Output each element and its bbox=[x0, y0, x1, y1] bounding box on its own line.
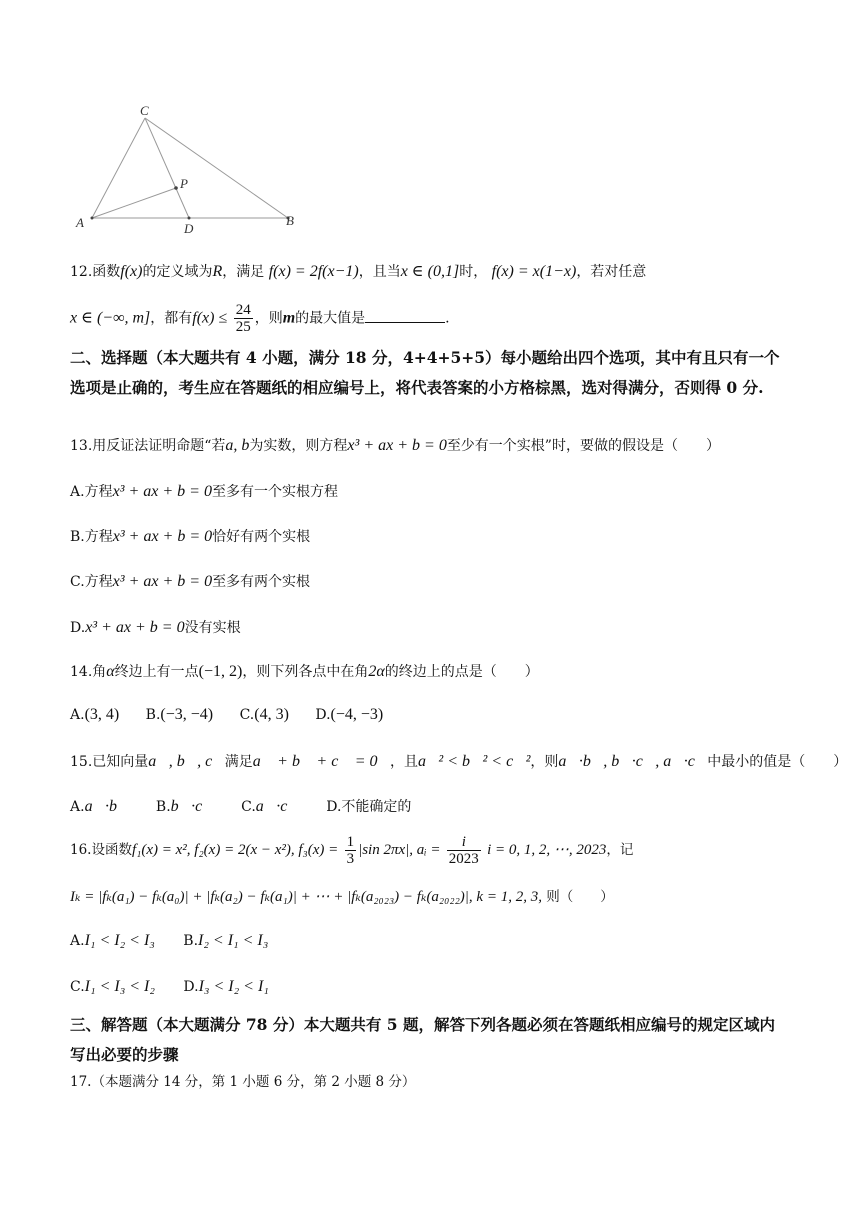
fraction-numerator: 24 bbox=[235, 302, 251, 318]
option-label: B. bbox=[183, 933, 199, 949]
q13-text: 13.用反证法证明命题“若 bbox=[70, 438, 226, 454]
q13-text: 为实数，则方程 bbox=[249, 438, 348, 454]
q15-option-a[interactable] bbox=[70, 798, 129, 816]
option-label: B. bbox=[155, 799, 171, 815]
q16-functions: f₁(x) = x², f₂(x) = 2(x − x²), f₃(x) = bbox=[131, 842, 339, 858]
q16-sum-definition: Iₖ = |fₖ(a₁) − fₖ(a₀)| + |fₖ(a₂) − fₖ(a₁)| + ⋯ + |fₖ(a₂₀₂₃) − fₖ(a₂₀₂₂)|, k = 1, 2, 3, bbox=[70, 889, 542, 905]
q15-products: a⃗·b⃗, b⃗·c⃗, a⃗·c⃗ bbox=[558, 753, 708, 770]
q13-vars: a, b bbox=[225, 437, 250, 454]
option-value: I₁ < I₃ < I₂ bbox=[84, 978, 155, 995]
q16-option-c[interactable] bbox=[70, 978, 155, 996]
q15-text: 中最小的值是（ ） bbox=[707, 754, 848, 770]
option-value: (−3, −4) bbox=[160, 706, 214, 723]
option-label: D. bbox=[315, 707, 331, 723]
q16-option-a[interactable] bbox=[70, 932, 155, 950]
option-value: (4, 3) bbox=[254, 706, 289, 723]
fraction-numerator: 1 bbox=[346, 834, 355, 850]
option-label: C.方程 bbox=[70, 574, 113, 590]
q14-text: 的终边上的点是（ ） bbox=[384, 664, 539, 680]
q15-inequality: a⃗² < b⃗² < c⃗² bbox=[417, 753, 531, 770]
q15-text: ，则 bbox=[530, 754, 559, 770]
label-b: B bbox=[286, 213, 294, 228]
q12-line1 bbox=[70, 261, 646, 281]
option-value: a⃗·c⃗ bbox=[255, 798, 300, 815]
q14-option-d[interactable] bbox=[315, 706, 383, 724]
q16-options-row2 bbox=[70, 978, 269, 996]
q12-fraction bbox=[234, 302, 253, 335]
q16-fraction-third bbox=[345, 834, 357, 867]
option-equation: x³ + ax + b = 0 bbox=[85, 619, 185, 636]
section3-heading: 三、解答题（本大题满分 78 分）本大题共有 5 题，解答下列各题必须在答题纸相应编号的规定区域内写出必要的步骤 bbox=[70, 1015, 775, 1064]
option-text: 恰好有两个实根 bbox=[212, 529, 311, 545]
option-equation: x³ + ax + b = 0 bbox=[112, 528, 213, 545]
q12-m: m bbox=[282, 309, 296, 327]
q13-option-b[interactable] bbox=[70, 526, 310, 546]
q12-text: ，若对任意 bbox=[576, 264, 647, 280]
label-d: D bbox=[184, 221, 194, 236]
option-value: b⃗·c⃗ bbox=[170, 798, 215, 815]
fraction-numerator: i bbox=[447, 834, 481, 851]
q16-index-range: i = 0, 1, 2, ⋯, 2023 bbox=[487, 842, 607, 858]
q14-option-b[interactable] bbox=[146, 706, 213, 724]
q12-functional-equation: f(x) = 2f(x−1) bbox=[268, 263, 359, 280]
q12-domain: R bbox=[212, 263, 223, 280]
option-value: (3, 4) bbox=[84, 706, 120, 723]
option-value: I₁ < I₂ < I₃ bbox=[84, 932, 155, 949]
q15-option-c[interactable] bbox=[241, 798, 300, 816]
fraction-denominator: 2023 bbox=[448, 851, 479, 867]
q16-stem bbox=[70, 834, 633, 867]
q15-option-b[interactable] bbox=[156, 798, 215, 816]
fraction-denominator: 25 bbox=[235, 319, 251, 335]
q12-line2 bbox=[70, 302, 450, 335]
q14-text: 终边上有一点 bbox=[114, 664, 199, 680]
option-label: D.不能确定的 bbox=[326, 799, 412, 815]
point-a bbox=[91, 217, 94, 220]
q16-fraction-ai bbox=[447, 834, 481, 867]
q16-sin-term: |sin 2πx|, aᵢ = bbox=[358, 842, 441, 858]
option-label: D. bbox=[70, 620, 86, 636]
q16-option-d[interactable] bbox=[183, 978, 268, 996]
q14-alpha: α bbox=[106, 663, 115, 680]
option-label: C. bbox=[70, 979, 85, 995]
option-equation: x³ + ax + b = 0 bbox=[112, 483, 212, 500]
point-d bbox=[188, 217, 191, 220]
q16-options-row1 bbox=[70, 932, 268, 950]
q12-text: 12.函数 bbox=[70, 264, 121, 280]
q12-text: ，满足 bbox=[222, 264, 265, 280]
option-label: A.方程 bbox=[70, 484, 113, 500]
q12-text: . bbox=[445, 310, 450, 327]
option-label: A. bbox=[70, 707, 85, 723]
option-text: 没有实根 bbox=[184, 620, 241, 636]
label-c: C bbox=[140, 103, 149, 118]
q12-text: ，都有 bbox=[150, 310, 193, 327]
q12-text: 的最大值是 bbox=[295, 310, 366, 327]
answer-blank[interactable] bbox=[365, 308, 445, 323]
q12-text: 的定义域为 bbox=[142, 264, 213, 280]
q15-text: 满足 bbox=[224, 754, 253, 770]
fraction-denominator: 3 bbox=[346, 851, 355, 867]
q12-text: ，且当 bbox=[358, 264, 401, 280]
option-label: B.方程 bbox=[70, 529, 113, 545]
option-value: a⃗·b⃗ bbox=[84, 798, 130, 815]
q15-text: ，且 bbox=[389, 754, 418, 770]
q15-options bbox=[70, 796, 411, 816]
q13-equation: x³ + ax + b = 0 bbox=[347, 437, 447, 454]
q13-option-d[interactable] bbox=[70, 617, 241, 637]
segment-ap bbox=[92, 188, 176, 218]
q13-option-c[interactable] bbox=[70, 571, 310, 591]
q15-sum: a⃗ + b⃗ + c⃗ = 0⃗ bbox=[252, 753, 390, 770]
q12-range: x ∈ (−∞, m] bbox=[70, 309, 151, 327]
q16-text: 则（ ） bbox=[546, 889, 614, 905]
q16-text: 16.设函数 bbox=[70, 842, 132, 858]
q12-condition: x ∈ (0,1] bbox=[400, 263, 460, 280]
option-label: B. bbox=[145, 707, 161, 723]
label-p: P bbox=[180, 176, 188, 191]
q15-vectors: a⃗, b⃗, c⃗ bbox=[148, 753, 225, 770]
option-label: A. bbox=[70, 799, 85, 815]
q14-option-c[interactable] bbox=[240, 706, 289, 724]
option-label: A. bbox=[70, 933, 85, 949]
q13-text: 至少有一个实根”时，要做的假设是（ ） bbox=[446, 438, 720, 454]
q15-option-d[interactable] bbox=[326, 796, 411, 816]
point-p bbox=[174, 186, 178, 190]
option-value: I₂ < I₁ < I₃ bbox=[198, 932, 269, 949]
triangle-figure bbox=[70, 100, 330, 240]
option-value: (−4, −3) bbox=[330, 706, 384, 723]
q13-stem bbox=[70, 435, 720, 455]
section2-heading: 二、选择题（本大题共有 4 小题，满分 18 分，4+4+5+5）每小题给出四个选项，其中有且只有一个选项是止确的，考生应在答题纸的相应编号上，将代表答案的小方格棕黑，选对得满分，否则得 0 分. bbox=[70, 348, 780, 397]
q17-header: 17.（本题满分 14 分，第 1 小题 6 分，第 2 小题 8 分） bbox=[70, 1074, 416, 1090]
q12-inequality: f(x) ≤ bbox=[192, 309, 228, 327]
q16-option-b[interactable] bbox=[183, 932, 268, 950]
option-equation: x³ + ax + b = 0 bbox=[112, 573, 213, 590]
q14-options bbox=[70, 706, 383, 724]
q15-text: 15.已知向量 bbox=[70, 754, 149, 770]
label-a: A bbox=[76, 215, 84, 230]
option-label: C. bbox=[239, 707, 255, 723]
q12-text: ，则 bbox=[254, 310, 283, 327]
q12-text: 时， bbox=[459, 264, 488, 280]
segment-ca bbox=[92, 118, 145, 218]
q14-two-alpha: 2α bbox=[368, 663, 385, 680]
option-text: 至多有一个实根方程 bbox=[211, 484, 338, 500]
q12-fx: f(x) bbox=[120, 263, 143, 280]
q12-definition: f(x) = x(1−x) bbox=[491, 263, 577, 280]
option-text: 至多有两个实根 bbox=[212, 574, 311, 590]
segment-cb bbox=[145, 118, 288, 218]
q16-sum-line bbox=[70, 885, 614, 906]
q14-text: 14.角 bbox=[70, 664, 107, 680]
q14-text: ，则下列各点中在角 bbox=[242, 664, 369, 680]
option-label: D. bbox=[183, 979, 199, 995]
option-label: C. bbox=[241, 799, 256, 815]
option-value: I₃ < I₂ < I₁ bbox=[198, 978, 269, 995]
q16-text: ，记 bbox=[606, 842, 634, 858]
q13-option-a[interactable] bbox=[70, 481, 338, 501]
q14-stem bbox=[70, 661, 539, 681]
q14-point: (−1, 2) bbox=[198, 663, 243, 680]
q15-stem bbox=[70, 751, 847, 771]
q14-option-a[interactable] bbox=[70, 706, 119, 724]
